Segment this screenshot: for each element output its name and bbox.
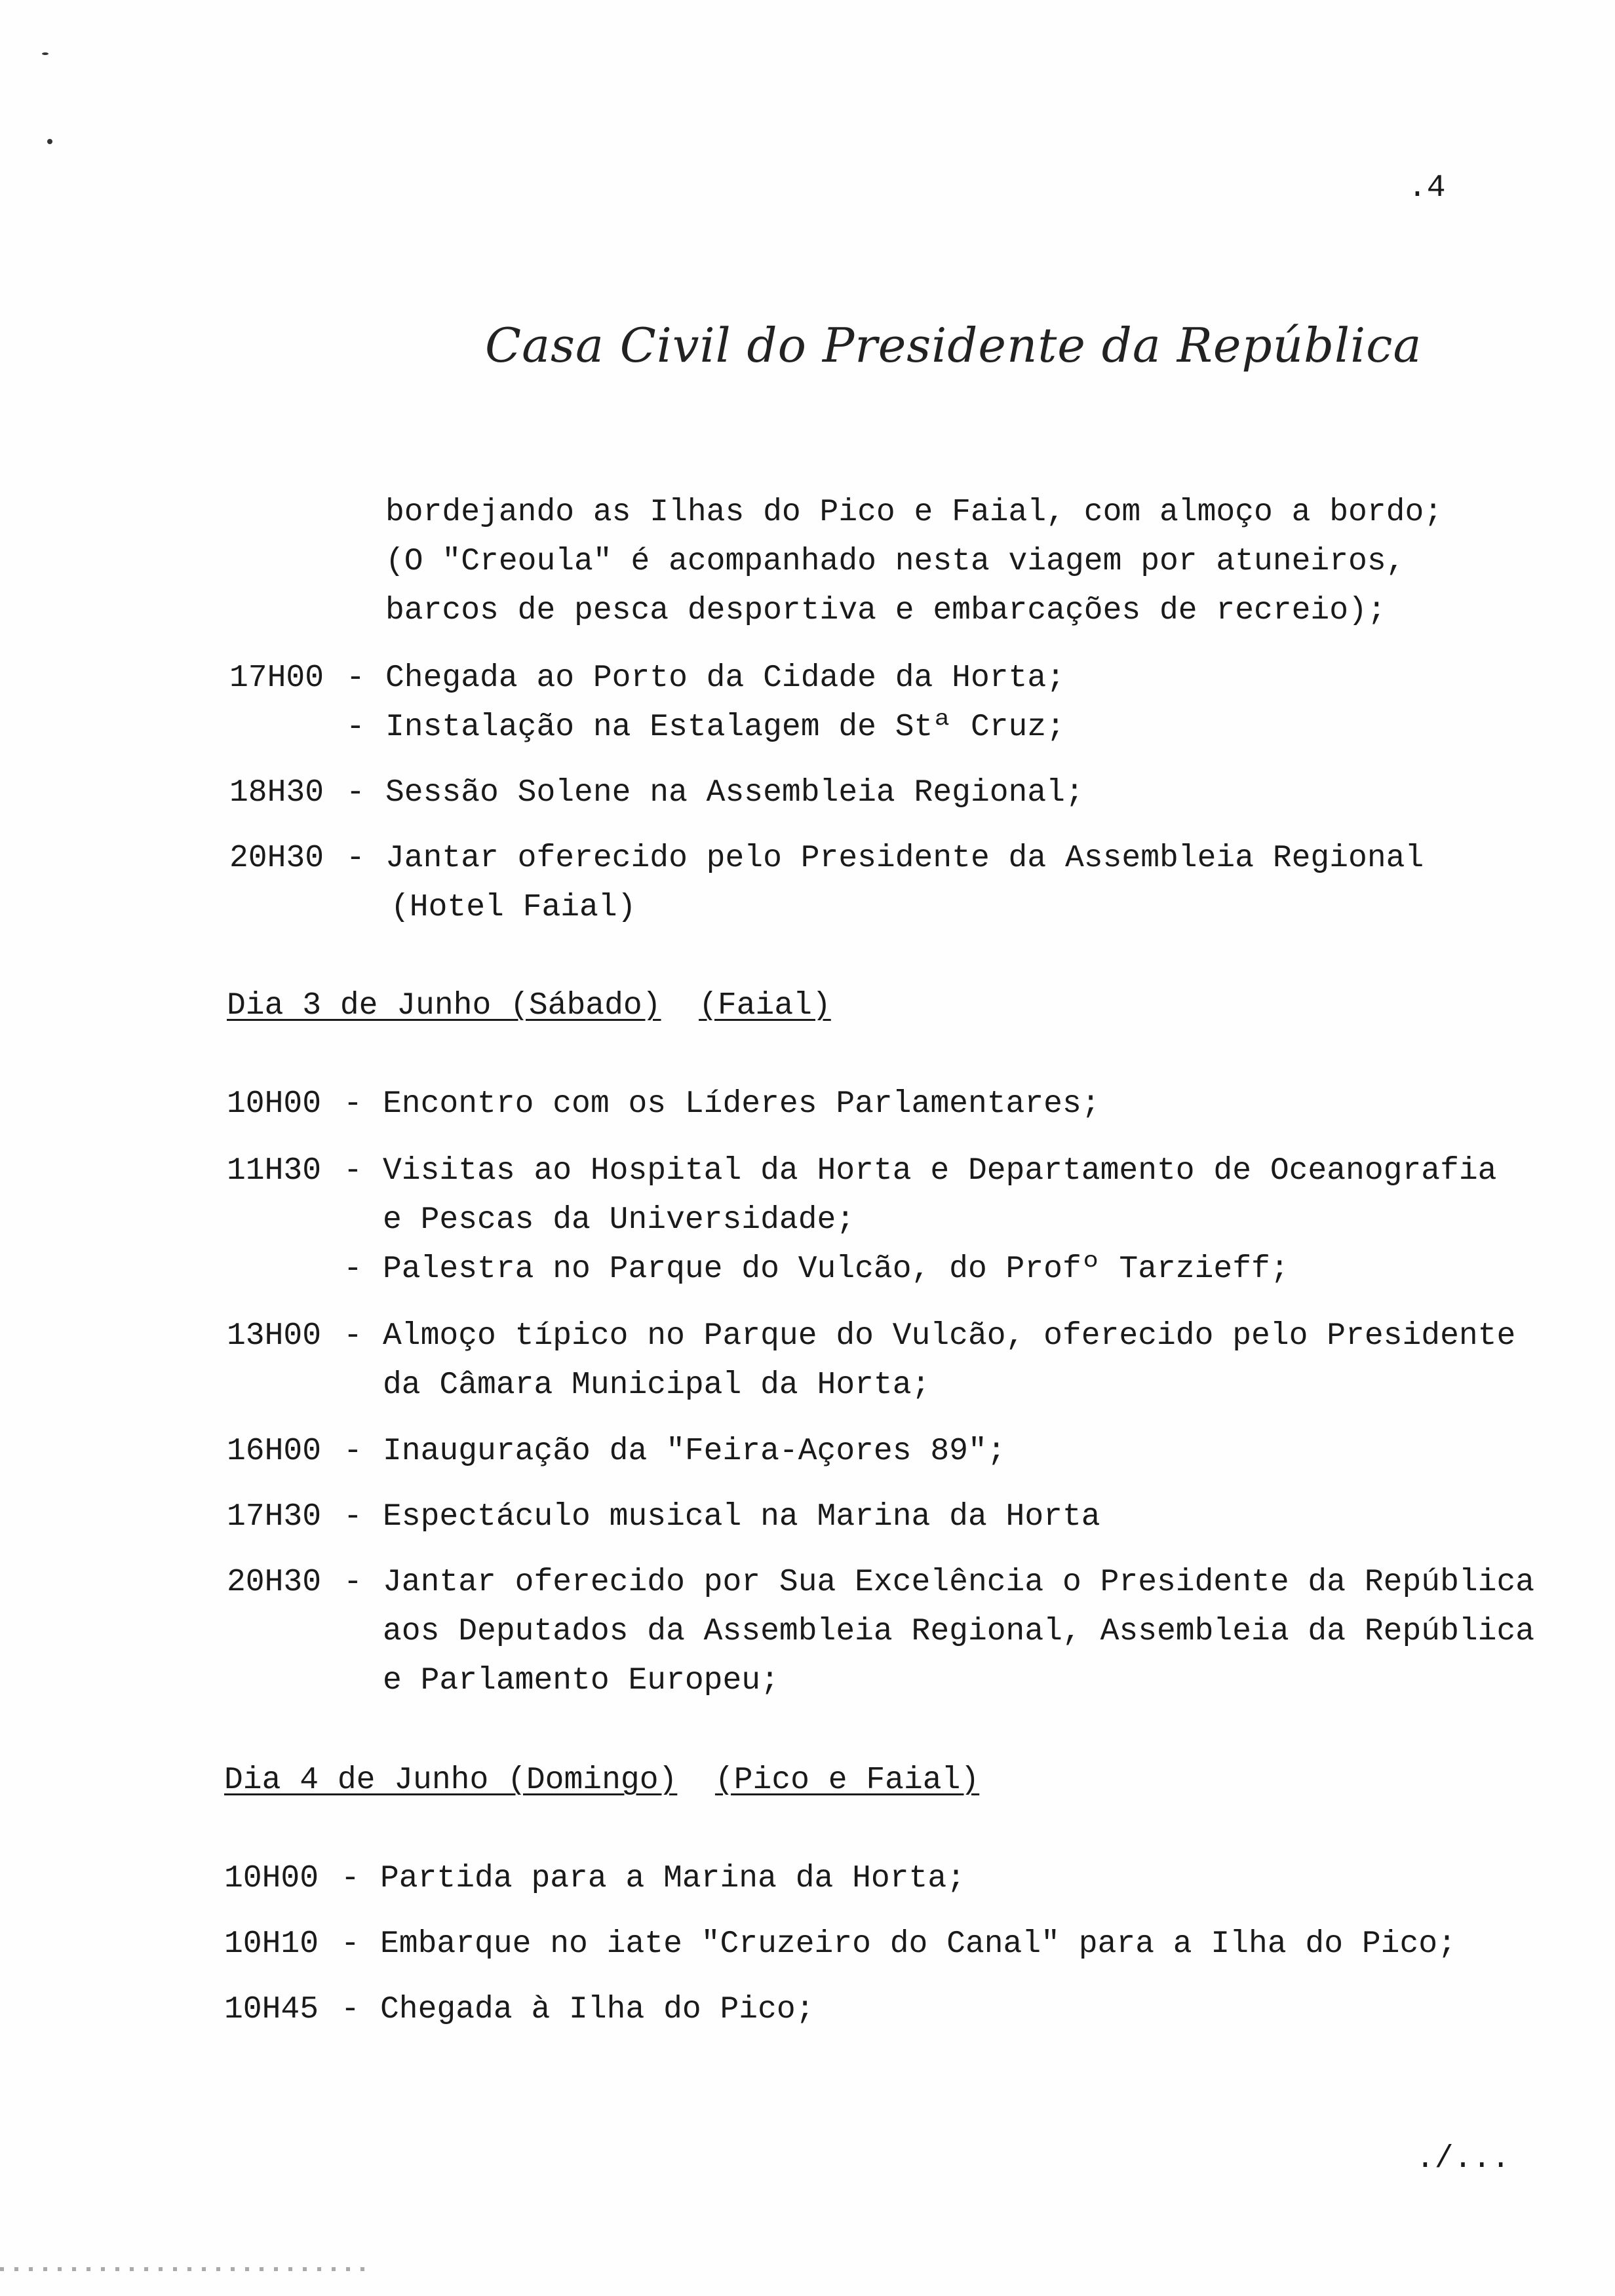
day-heading xyxy=(224,1756,979,1805)
schedule-time: 16H00 xyxy=(227,1434,322,1469)
schedule-dash: - xyxy=(343,1086,362,1122)
schedule-dash: - xyxy=(341,1926,360,1962)
schedule-text-cont: (Hotel Faial) xyxy=(391,890,636,925)
page-number: .4 xyxy=(1408,170,1446,206)
heading-gap xyxy=(677,1763,715,1798)
day-heading xyxy=(227,982,831,1031)
schedule-text: Visitas ao Hospital da Horta e Departamento de Oceanografia xyxy=(383,1153,1497,1189)
scan-edge-mark xyxy=(0,2267,367,2271)
schedule-text: Almoço típico no Parque do Vulcão, oferecido pelo Presidente xyxy=(383,1318,1516,1354)
schedule-time: 10H00 xyxy=(224,1861,319,1896)
schedule-dash: - xyxy=(341,1861,360,1896)
schedule-text: Instalação na Estalagem de Stª Cruz; xyxy=(385,710,1065,745)
schedule-text: Palestra no Parque do Vulcão, do Profº Tarzieff; xyxy=(383,1252,1289,1287)
schedule-dash: - xyxy=(343,1434,362,1469)
schedule-text: Chegada ao Porto da Cidade da Horta; xyxy=(385,660,1065,696)
scan-speck xyxy=(47,139,52,144)
schedule-dash: - xyxy=(343,1153,362,1189)
schedule-dash: - xyxy=(341,1992,360,2027)
schedule-text: Inauguração da "Feira-Açores 89"; xyxy=(383,1434,1006,1469)
day-heading-place: (Faial) xyxy=(699,988,831,1024)
schedule-text-cont: e Parlamento Europeu; xyxy=(383,1663,779,1698)
intro-line: (O "Creoula" é acompanhado nesta viagem por atuneiros, xyxy=(385,544,1405,579)
schedule-time: 17H30 xyxy=(227,1499,322,1535)
schedule-text: Chegada à Ilha do Pico; xyxy=(380,1992,815,2027)
day-heading-date: Dia 3 de Junho (Sábado) xyxy=(227,988,661,1024)
schedule-text: Embarque no iate "Cruzeiro do Canal" para a Ilha do Pico; xyxy=(380,1926,1456,1962)
letterhead: Casa Civil do Presidente da República xyxy=(485,318,1422,373)
schedule-time: 10H45 xyxy=(224,1992,319,2027)
schedule-text-cont: aos Deputados da Assembleia Regional, Assembleia da República xyxy=(383,1614,1535,1649)
schedule-time: 20H30 xyxy=(227,1565,322,1600)
heading-gap xyxy=(661,988,699,1024)
schedule-dash: - xyxy=(343,1565,362,1600)
schedule-dash: - xyxy=(343,1499,362,1535)
scan-speck xyxy=(42,52,49,55)
intro-line: bordejando as Ilhas do Pico e Faial, com almoço a bordo; xyxy=(385,495,1443,530)
schedule-time: 10H10 xyxy=(224,1926,319,1962)
schedule-dash: - xyxy=(346,710,365,745)
day-heading-place: (Pico e Faial) xyxy=(714,1763,980,1798)
schedule-dash: - xyxy=(343,1318,362,1354)
day-heading-date: Dia 4 de Junho (Domingo) xyxy=(224,1763,678,1798)
schedule-text: Partida para a Marina da Horta; xyxy=(380,1861,965,1896)
schedule-dash: - xyxy=(346,660,365,696)
schedule-dash: - xyxy=(346,841,365,876)
schedule-text-cont: e Pescas da Universidade; xyxy=(383,1202,855,1238)
schedule-text: Encontro com os Líderes Parlamentares; xyxy=(383,1086,1100,1122)
schedule-time: 17H00 xyxy=(229,660,324,696)
schedule-text: Espectáculo musical na Marina da Horta xyxy=(383,1499,1100,1535)
continuation-mark: ./... xyxy=(1416,2141,1511,2177)
schedule-time: 13H00 xyxy=(227,1318,322,1354)
schedule-dash: - xyxy=(346,775,365,811)
intro-line: barcos de pesca desportiva e embarcações de recreio); xyxy=(385,593,1386,628)
schedule-time: 10H00 xyxy=(227,1086,322,1122)
schedule-text-cont: da Câmara Municipal da Horta; xyxy=(383,1368,931,1403)
schedule-text: Jantar oferecido pelo Presidente da Assembleia Regional xyxy=(385,841,1424,876)
schedule-text: Sessão Solene na Assembleia Regional; xyxy=(385,775,1084,811)
schedule-time: 18H30 xyxy=(229,775,324,811)
schedule-time: 20H30 xyxy=(229,841,324,876)
schedule-text: Jantar oferecido por Sua Excelência o Presidente da República xyxy=(383,1565,1535,1600)
schedule-time: 11H30 xyxy=(227,1153,322,1189)
schedule-dash: - xyxy=(343,1252,362,1287)
